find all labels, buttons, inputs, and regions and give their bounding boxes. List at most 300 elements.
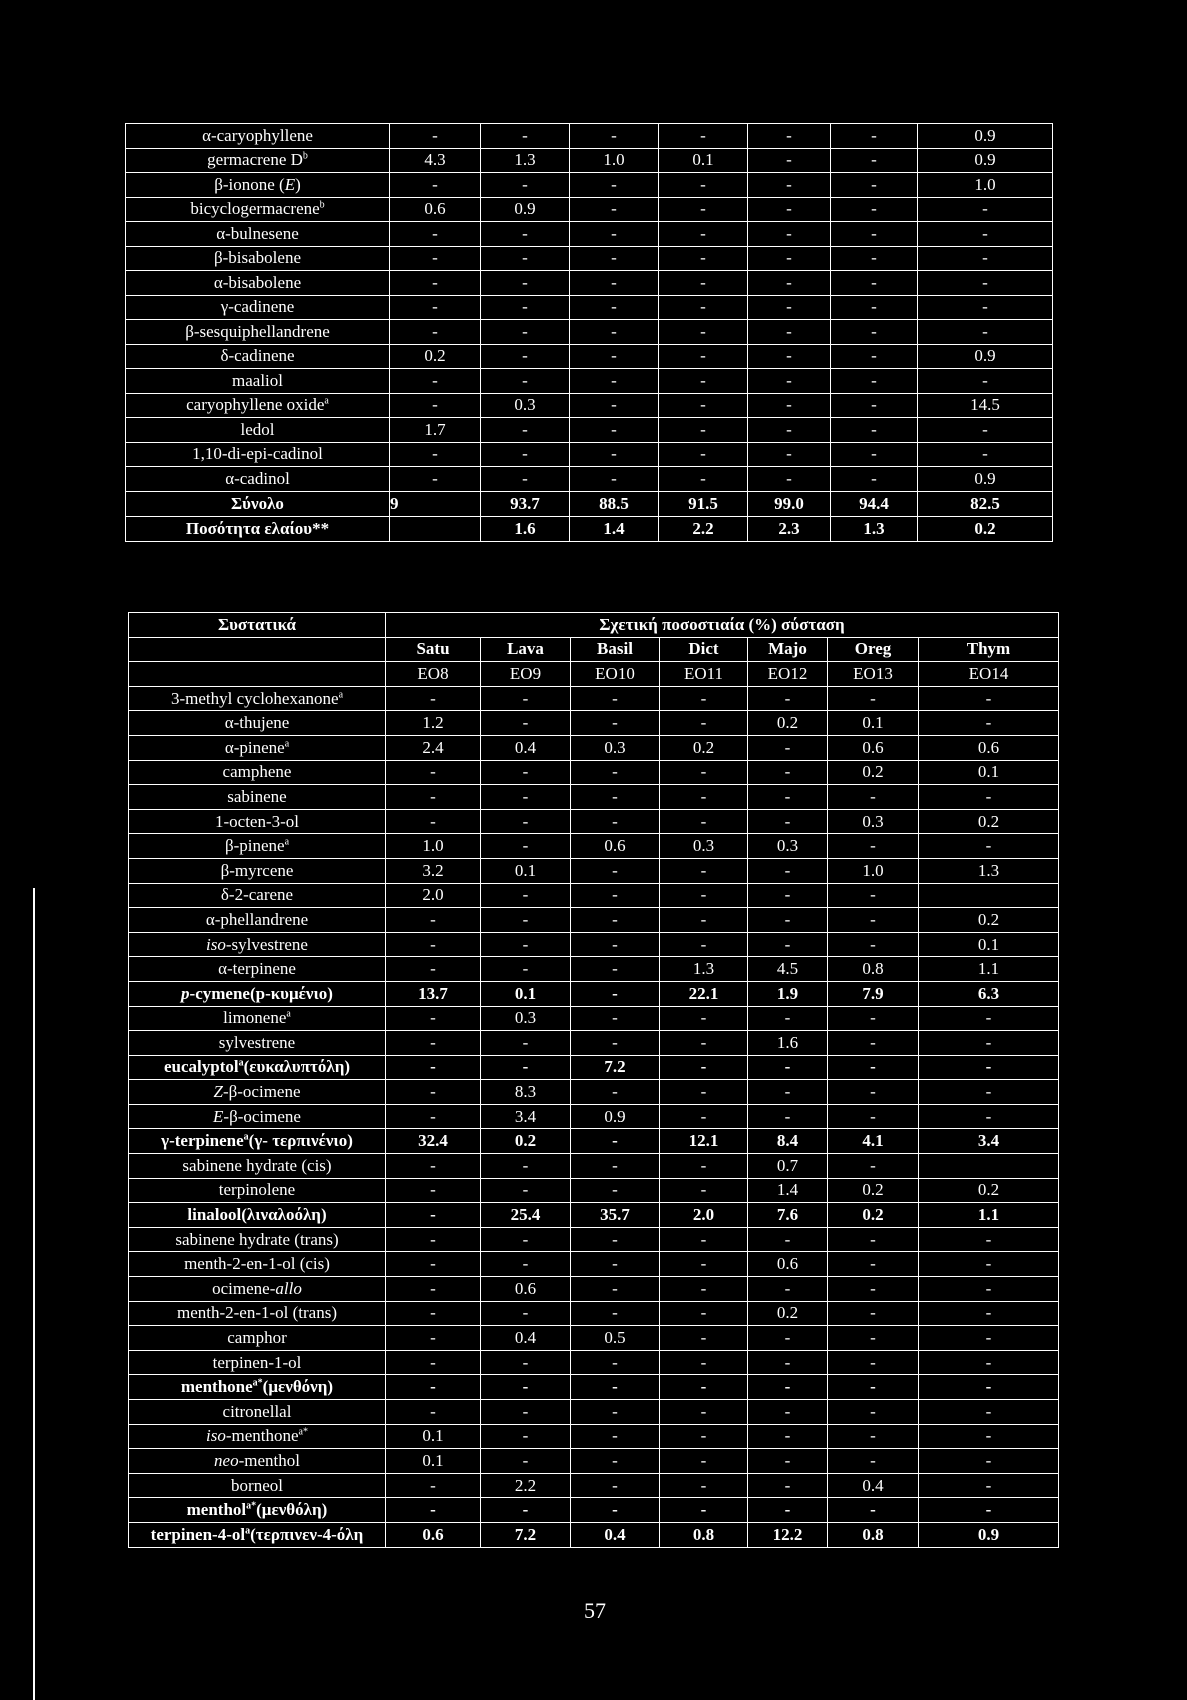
percent-value: 0.2 <box>748 711 828 736</box>
percent-value: - <box>571 1301 660 1326</box>
percent-value: - <box>481 932 571 957</box>
summary-value: 93.7 <box>481 491 570 516</box>
percent-value: - <box>386 1498 481 1523</box>
plant-name: Oreg <box>828 637 919 662</box>
percent-value: - <box>831 271 918 296</box>
percent-value: - <box>659 369 748 394</box>
percent-value: 1.9 <box>748 981 828 1006</box>
percent-value: - <box>919 785 1059 810</box>
percent-value: - <box>390 173 481 198</box>
percent-value: - <box>570 246 659 271</box>
greek-name-text: (γ- τερπινένιο) <box>248 1131 353 1151</box>
percent-value: - <box>660 1350 748 1375</box>
compound-row <box>129 932 1059 957</box>
percent-value: - <box>571 809 660 834</box>
percent-value: - <box>570 222 659 247</box>
percent-value: 0.9 <box>918 148 1053 173</box>
percent-value: - <box>386 1006 481 1031</box>
percent-value: - <box>481 834 571 859</box>
compound-row <box>129 1301 1059 1326</box>
percent-value: - <box>660 858 748 883</box>
percent-value: 0.3 <box>828 809 919 834</box>
percent-value: 0.1 <box>919 760 1059 785</box>
percent-value: - <box>828 1350 919 1375</box>
percent-value: - <box>659 418 748 443</box>
percent-value: - <box>481 369 570 394</box>
compound-name <box>129 711 386 736</box>
percent-value: 1.0 <box>828 858 919 883</box>
percent-value: - <box>828 834 919 859</box>
compound-row <box>126 393 1053 418</box>
percent-value: - <box>828 1498 919 1523</box>
percent-value: - <box>919 711 1059 736</box>
percent-value: - <box>481 883 571 908</box>
percent-value: - <box>570 124 659 149</box>
percent-value: 0.1 <box>386 1424 481 1449</box>
percent-value: - <box>571 1277 660 1302</box>
percent-value: 0.9 <box>918 124 1053 149</box>
compound-name-text: menthol <box>186 1500 247 1520</box>
percent-value: - <box>386 908 481 933</box>
compound-name <box>129 957 386 982</box>
compound-name <box>129 858 386 883</box>
compound-name <box>129 834 386 859</box>
compound-name-text: sylvestrene <box>218 1032 296 1052</box>
percent-value: 2.0 <box>386 883 481 908</box>
percent-value: 1.0 <box>918 173 1053 198</box>
percent-value: - <box>748 246 831 271</box>
percent-value: - <box>919 686 1059 711</box>
compound-name-text: β-bisabolene <box>213 248 301 268</box>
compound-name-text: camphor <box>227 1328 287 1348</box>
percent-value: - <box>481 1424 571 1449</box>
percent-value: 12.2 <box>748 1522 828 1547</box>
percent-value: - <box>481 1375 571 1400</box>
percent-value: 2.4 <box>386 735 481 760</box>
compound-row <box>129 858 1059 883</box>
percent-value: - <box>481 809 571 834</box>
percent-value: - <box>571 1252 660 1277</box>
percent-value: - <box>748 1006 828 1031</box>
greek-name-text: (τερπινεν-4-όλη <box>250 1524 364 1544</box>
compound-name-text: citronellal <box>222 1401 292 1421</box>
compound-row <box>129 1129 1059 1154</box>
compound-row <box>129 1227 1059 1252</box>
percent-value: - <box>919 1449 1059 1474</box>
percent-value: 0.6 <box>481 1277 571 1302</box>
compound-name-text: α-bulnesene <box>216 223 299 243</box>
percent-value: - <box>386 1400 481 1425</box>
oil-yield-row <box>126 516 1053 541</box>
percent-value: - <box>828 1375 919 1400</box>
percent-value: - <box>571 1006 660 1031</box>
percent-value: - <box>828 932 919 957</box>
compound-row <box>129 735 1059 760</box>
compound-name <box>129 1055 386 1080</box>
cropped-digit: 9 <box>390 493 399 513</box>
compound-row <box>126 467 1053 492</box>
percent-value: - <box>386 1375 481 1400</box>
percent-value: - <box>828 1227 919 1252</box>
compound-row <box>126 369 1053 394</box>
plant-names-row <box>129 637 1059 662</box>
compound-name-text: borneol <box>231 1475 283 1495</box>
compound-name-text: linalool(λιναλοόλη) <box>187 1205 327 1225</box>
percent-value: 7.9 <box>828 981 919 1006</box>
percent-value: 0.3 <box>481 1006 571 1031</box>
percent-value: - <box>659 344 748 369</box>
compound-row <box>129 1522 1059 1547</box>
percent-value: - <box>748 1326 828 1351</box>
percent-value: 0.4 <box>481 735 571 760</box>
percent-value: - <box>571 1449 660 1474</box>
percent-value: 0.2 <box>919 1178 1059 1203</box>
percent-value: 0.3 <box>571 735 660 760</box>
summary-value: 94.4 <box>831 491 918 516</box>
percent-value: - <box>748 1227 828 1252</box>
percent-value: - <box>828 908 919 933</box>
percent-value: - <box>659 271 748 296</box>
compound-name-text: α-thujene <box>224 713 290 733</box>
percent-value: - <box>828 1104 919 1129</box>
percent-value: - <box>748 1350 828 1375</box>
percent-value: - <box>481 320 570 345</box>
percent-value: - <box>748 393 831 418</box>
percent-value: 0.7 <box>748 1154 828 1179</box>
percent-value: - <box>748 1424 828 1449</box>
percent-value: - <box>570 418 659 443</box>
compound-name-text: δ-2-carene <box>220 885 294 905</box>
percent-value: - <box>748 686 828 711</box>
compound-row <box>126 442 1053 467</box>
percent-value: - <box>828 1449 919 1474</box>
percent-value: - <box>481 1301 571 1326</box>
percent-value: - <box>828 1400 919 1425</box>
percent-value: - <box>481 1252 571 1277</box>
percent-value: 6.3 <box>919 981 1059 1006</box>
compound-row <box>129 1449 1059 1474</box>
compound-name-text: β-myrcene <box>220 860 294 880</box>
percent-value: - <box>660 932 748 957</box>
components-header: Συστατικά <box>129 613 386 638</box>
compound-row <box>129 1498 1059 1523</box>
percent-value: - <box>481 173 570 198</box>
percent-value: 0.3 <box>481 393 570 418</box>
percent-value: - <box>918 442 1053 467</box>
percent-value: 1.2 <box>386 711 481 736</box>
compound-name <box>129 1006 386 1031</box>
percent-value: - <box>390 442 481 467</box>
compound-row <box>129 1178 1059 1203</box>
footnote-marker: a <box>286 1008 291 1020</box>
compound-name: ocimene-allo <box>129 1277 386 1302</box>
percent-value: - <box>828 1301 919 1326</box>
percent-value: - <box>571 1473 660 1498</box>
percent-value: 0.6 <box>390 197 481 222</box>
percent-value: - <box>748 1080 828 1105</box>
percent-value: - <box>918 418 1053 443</box>
compound-name <box>129 1400 386 1425</box>
percent-value: 0.2 <box>390 344 481 369</box>
percent-value: - <box>660 760 748 785</box>
compound-row <box>126 222 1053 247</box>
percent-value: - <box>748 883 828 908</box>
percent-value: - <box>386 1350 481 1375</box>
relative-percent-header: Σχετική ποσοστιαία (%) σύσταση <box>386 613 1059 638</box>
compound-name-text: ledol <box>240 419 275 439</box>
percent-value: - <box>919 1350 1059 1375</box>
percent-value: 7.2 <box>571 1055 660 1080</box>
percent-value: - <box>660 883 748 908</box>
compound-name-text: menth-2-en-1-ol (cis) <box>184 1254 330 1274</box>
compound-row <box>129 1080 1059 1105</box>
summary-value: 1.4 <box>570 516 659 541</box>
percent-value: - <box>570 467 659 492</box>
compound-name <box>129 785 386 810</box>
footnote-marker: a* <box>252 1377 263 1389</box>
percent-value: - <box>831 393 918 418</box>
percent-value: - <box>748 197 831 222</box>
summary-value: 99.0 <box>748 491 831 516</box>
percent-value: 0.5 <box>571 1326 660 1351</box>
percent-value: - <box>481 957 571 982</box>
percent-value: - <box>748 809 828 834</box>
footnote-marker: a <box>284 836 290 848</box>
plant-name: Lava <box>481 637 571 662</box>
percent-value: - <box>748 124 831 149</box>
sample-code: EO13 <box>828 662 919 687</box>
summary-value: 82.5 <box>918 491 1053 516</box>
percent-value: - <box>659 320 748 345</box>
compound-row <box>129 1154 1059 1179</box>
compound-name <box>129 735 386 760</box>
percent-value: - <box>831 197 918 222</box>
page-edge-line <box>33 888 35 1700</box>
percent-value: - <box>748 344 831 369</box>
percent-value: - <box>828 1006 919 1031</box>
summary-value: 2.3 <box>748 516 831 541</box>
compound-name <box>129 809 386 834</box>
compound-name <box>129 1227 386 1252</box>
percent-value: - <box>919 1006 1059 1031</box>
percent-value: - <box>828 1154 919 1179</box>
percent-value: 2.0 <box>660 1203 748 1228</box>
percent-value: 1.3 <box>481 148 570 173</box>
percent-value: - <box>919 1031 1059 1056</box>
table2-header <box>129 613 1059 687</box>
compound-name <box>129 1522 386 1547</box>
compound-row <box>126 271 1053 296</box>
percent-value: 0.8 <box>828 1522 919 1547</box>
percent-value: - <box>481 686 571 711</box>
plant-name: Satu <box>386 637 481 662</box>
compound-row <box>129 908 1059 933</box>
compound-name <box>126 320 390 345</box>
compound-name-text: γ-terpinene <box>161 1131 244 1151</box>
percent-value: - <box>748 908 828 933</box>
compound-name <box>129 1473 386 1498</box>
percent-value: - <box>390 320 481 345</box>
compound-name <box>126 295 390 320</box>
percent-value: - <box>390 295 481 320</box>
percent-value: - <box>660 908 748 933</box>
percent-value: - <box>748 442 831 467</box>
compound-name <box>126 124 390 149</box>
compound-row <box>129 981 1059 1006</box>
compound-name-text: terpinen-1-ol <box>212 1352 302 1372</box>
percent-value: - <box>748 320 831 345</box>
compound-name-text: α-cadinol <box>225 468 290 488</box>
percent-value: - <box>390 467 481 492</box>
percent-value: - <box>386 809 481 834</box>
sample-code: EO9 <box>481 662 571 687</box>
percent-value: - <box>748 222 831 247</box>
compound-name <box>129 1301 386 1326</box>
percent-value: - <box>570 369 659 394</box>
percent-value: - <box>660 686 748 711</box>
footnote-marker: a* <box>246 1500 257 1512</box>
percent-value: - <box>571 908 660 933</box>
compound-row <box>129 1424 1059 1449</box>
percent-value: - <box>831 418 918 443</box>
empty-header-cell <box>129 662 386 687</box>
plant-name: Basil <box>571 637 660 662</box>
percent-value: - <box>831 148 918 173</box>
percent-value: - <box>748 1473 828 1498</box>
percent-value: 1.6 <box>748 1031 828 1056</box>
percent-value: - <box>570 320 659 345</box>
percent-value: - <box>481 760 571 785</box>
percent-value: - <box>386 785 481 810</box>
sample-code: EO12 <box>748 662 828 687</box>
compound-name-text: 1,10-di-epi-cadinol <box>192 444 323 464</box>
compound-name <box>129 1203 386 1228</box>
percent-value: - <box>660 1473 748 1498</box>
footnote-marker: a* <box>298 1426 308 1438</box>
percent-value: - <box>481 1227 571 1252</box>
compound-row <box>129 686 1059 711</box>
percent-value: 12.1 <box>660 1129 748 1154</box>
percent-value: - <box>660 1227 748 1252</box>
footnote-marker: a <box>338 688 344 700</box>
percent-value: - <box>831 222 918 247</box>
percent-value: - <box>660 1424 748 1449</box>
percent-value: - <box>481 1400 571 1425</box>
percent-value: - <box>748 785 828 810</box>
percent-value: 14.5 <box>918 393 1053 418</box>
sample-code: EO14 <box>919 662 1059 687</box>
percent-value: 1.4 <box>748 1178 828 1203</box>
percent-value: 0.6 <box>748 1252 828 1277</box>
compound-name: Z-β-ocimene <box>129 1080 386 1105</box>
compound-row <box>129 1104 1059 1129</box>
percent-value: - <box>831 246 918 271</box>
percent-value: - <box>660 809 748 834</box>
percent-value: - <box>918 271 1053 296</box>
compound-name-text: caryophyllene oxide <box>186 395 325 415</box>
table2-header-row <box>129 613 1059 638</box>
percent-value: - <box>570 344 659 369</box>
compound-name <box>129 1498 386 1523</box>
percent-value: - <box>481 467 570 492</box>
percent-value: - <box>481 295 570 320</box>
percent-value: 0.2 <box>919 809 1059 834</box>
percent-value: 22.1 <box>660 981 748 1006</box>
empty-cell <box>390 491 481 516</box>
compound-name-text: β-sesquiphellandrene <box>185 321 330 341</box>
compound-name <box>126 442 390 467</box>
percent-value: - <box>828 1055 919 1080</box>
empty-header-cell <box>129 637 386 662</box>
percent-value: - <box>660 1006 748 1031</box>
plant-name: Dict <box>660 637 748 662</box>
compound-name <box>129 1178 386 1203</box>
percent-value: - <box>386 1277 481 1302</box>
percent-value: 8.4 <box>748 1129 828 1154</box>
plant-name: Thym <box>919 637 1059 662</box>
compound-name <box>126 418 390 443</box>
percent-value: - <box>660 785 748 810</box>
percent-value: - <box>386 932 481 957</box>
compound-row <box>129 1375 1059 1400</box>
percent-value: - <box>919 1252 1059 1277</box>
percent-value: - <box>386 686 481 711</box>
percent-value: - <box>660 1031 748 1056</box>
percent-value: - <box>571 858 660 883</box>
compound-row <box>129 1473 1059 1498</box>
percent-value: - <box>481 1498 571 1523</box>
percent-value: - <box>390 369 481 394</box>
percent-value: 0.1 <box>481 858 571 883</box>
compound-name <box>129 1375 386 1400</box>
percent-value: - <box>571 760 660 785</box>
compound-row <box>129 711 1059 736</box>
sample-code: EO10 <box>571 662 660 687</box>
sample-code: EO8 <box>386 662 481 687</box>
percent-value: - <box>659 173 748 198</box>
percent-value <box>919 883 1059 908</box>
percent-value: - <box>919 1277 1059 1302</box>
percent-value: - <box>919 1301 1059 1326</box>
percent-value: - <box>748 173 831 198</box>
percent-value: - <box>386 1203 481 1228</box>
percent-value: - <box>831 369 918 394</box>
percent-value: - <box>571 1227 660 1252</box>
percent-value: - <box>748 1277 828 1302</box>
percent-value: - <box>748 418 831 443</box>
compound-name-text: sabinene hydrate (trans) <box>175 1229 339 1249</box>
percent-value: - <box>571 1129 660 1154</box>
table1-body <box>126 124 1053 542</box>
sesquiterpene-composition-table <box>125 123 1053 542</box>
percent-value: - <box>918 197 1053 222</box>
compound-name-text: 3-methyl cyclohexanone <box>170 688 339 708</box>
percent-value: 0.6 <box>919 735 1059 760</box>
percent-value: 3.4 <box>919 1129 1059 1154</box>
greek-name-text: (μενθόλη) <box>256 1500 328 1520</box>
percent-value: - <box>919 1375 1059 1400</box>
percent-value: - <box>386 957 481 982</box>
compound-name-text: δ-cadinene <box>220 346 295 366</box>
percent-value <box>919 1154 1059 1179</box>
percent-value: - <box>386 1473 481 1498</box>
percent-value: - <box>918 222 1053 247</box>
percent-value: - <box>831 467 918 492</box>
percent-value: 3.4 <box>481 1104 571 1129</box>
compound-name <box>129 883 386 908</box>
summary-value: 1.3 <box>831 516 918 541</box>
summary-value: 1.6 <box>481 516 570 541</box>
